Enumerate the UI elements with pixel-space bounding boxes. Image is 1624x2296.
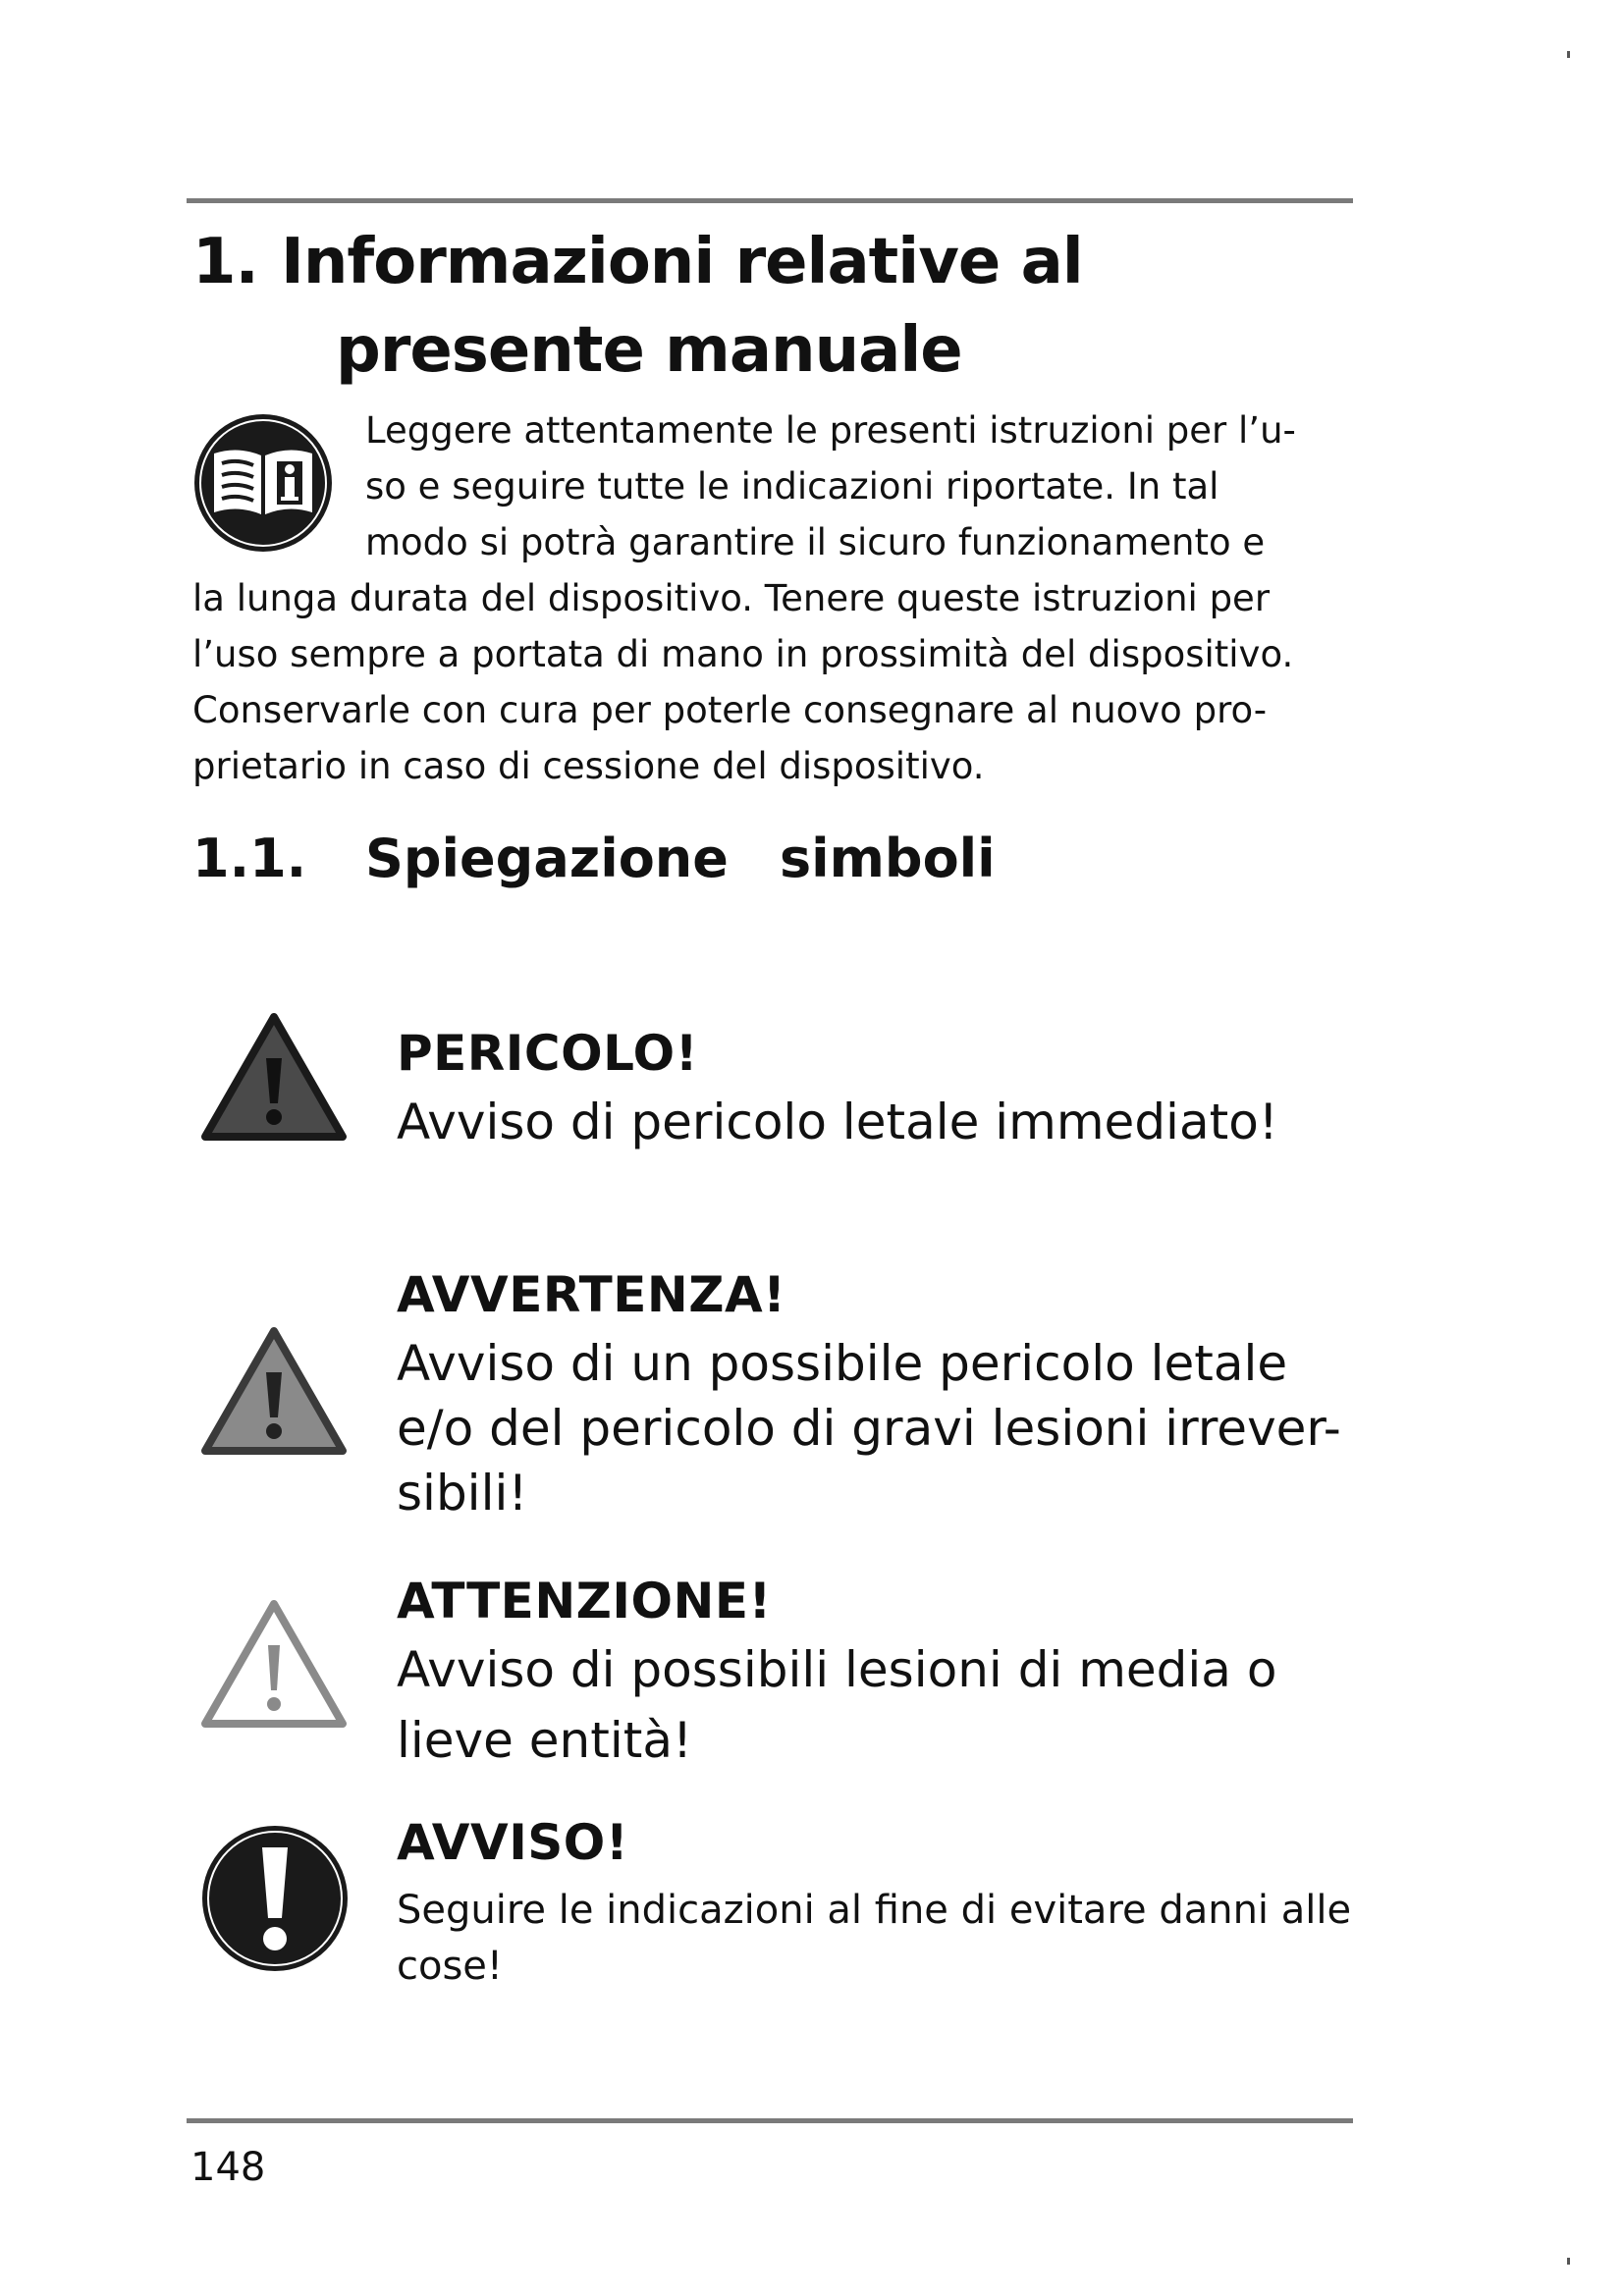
subsection-title-word-2: simboli [780,828,996,889]
intro-line: Conservarle con cura per poterle consegnare al nuovo pro- [192,689,1268,731]
symbol-description: Avviso di possibili lesioni di media o [397,1641,1277,1698]
symbol-description: lieve entità! [397,1712,693,1769]
top-rule [187,198,1353,203]
symbol-description: Seguire le indicazioni al fine di evitare danni alle [397,1888,1352,1933]
read-manual-icon [192,412,334,554]
section-title-line-2: presente manuale [336,314,962,387]
intro-line: prietario in caso di cessione del dispositivo. [192,745,985,787]
page-number: 148 [190,2145,266,2190]
notice-exclamation-icon [200,1824,350,1973]
danger-triangle-icon [200,1011,348,1145]
symbol-description: e/o del pericolo di gravi lesioni irrever- [397,1400,1341,1457]
section-title-line-1: Informazioni relative al [281,226,1083,298]
intro-line: modo si potrà garantire il sicuro funzionamento e [365,521,1266,563]
intro-line: la lunga durata del dispositivo. Tenere queste istruzioni per [192,577,1271,619]
caution-triangle-icon [200,1598,348,1732]
warning-triangle-icon [200,1325,348,1459]
symbol-title: AVVISO! [397,1814,629,1871]
intro-line: Leggere attentamente le presenti istruzioni per l’u- [365,409,1296,452]
symbol-description: cose! [397,1944,503,1989]
bottom-rule [187,2118,1353,2123]
intro-line: l’uso sempre a portata di mano in prossimità del dispositivo. [192,633,1294,675]
scan-mark [1567,51,1570,58]
symbol-title: PERICOLO! [397,1025,698,1082]
symbol-title: ATTENZIONE! [397,1573,772,1629]
scan-mark [1567,2258,1570,2265]
subsection-number: 1.1. [192,828,307,889]
subsection-title-word-1: Spiegazione [365,828,729,889]
symbol-description: Avviso di pericolo letale immediato! [397,1094,1278,1150]
intro-line: so e seguire tutte le indicazioni riportate. In tal [365,465,1219,507]
symbol-description: Avviso di un possibile pericolo letale [397,1335,1288,1392]
symbol-description: sibili! [397,1465,528,1522]
symbol-title: AVVERTENZA! [397,1266,786,1323]
section-number: 1. [192,226,258,298]
